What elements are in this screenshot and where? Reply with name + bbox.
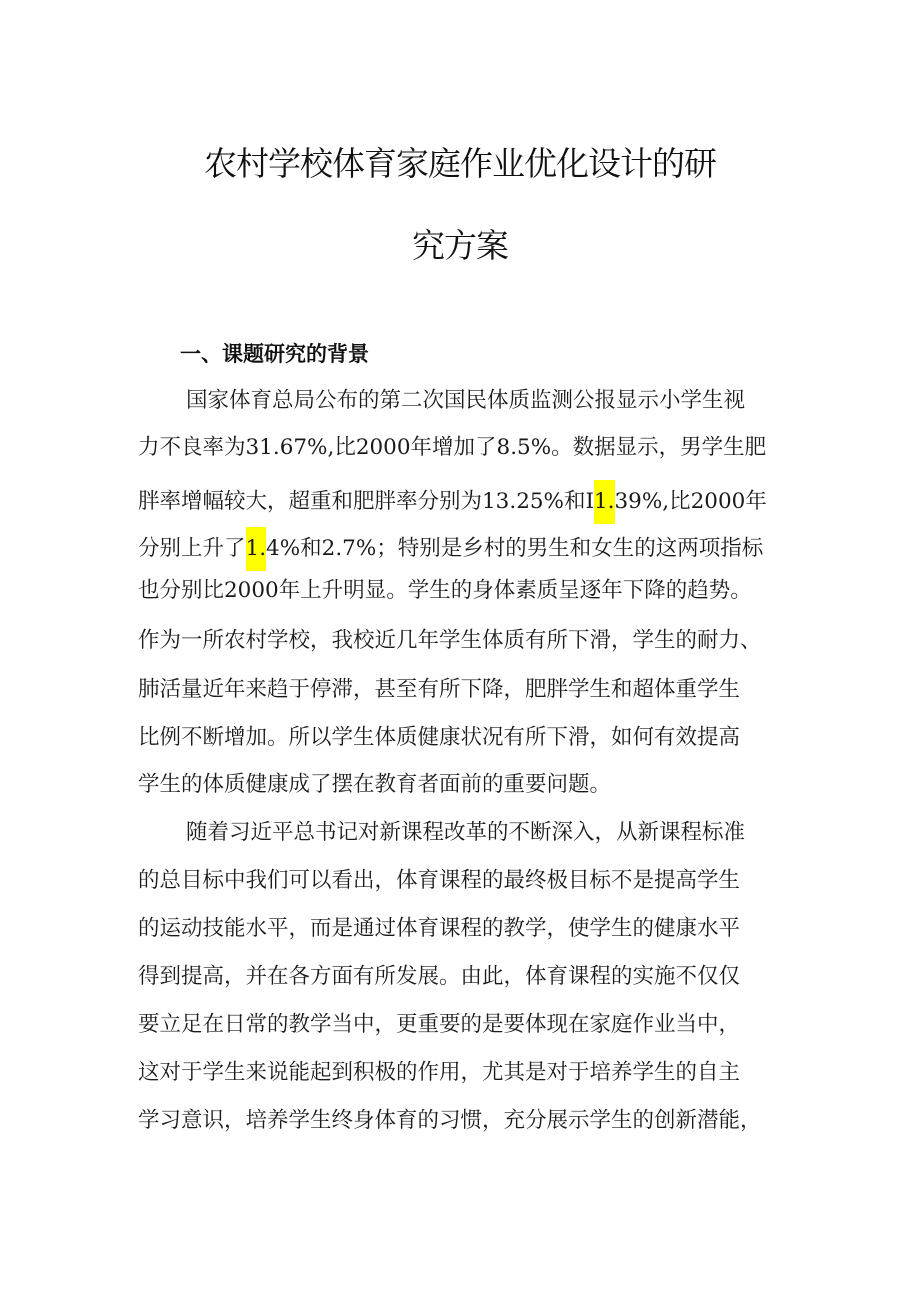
paragraph-1-line-6: 作为一所农村学校，我校近几年学生体质有所下滑，学生的耐力、 bbox=[138, 628, 762, 653]
paragraph-1-line-2: 力不良率为31.67%,比2000年增加了8.5%。数据显示，男学生肥 bbox=[138, 435, 767, 460]
paragraph-2-line-7: 学习意识，培养学生终身体育的习惯，充分展示学生的创新潜能， bbox=[138, 1108, 762, 1133]
paragraph-1-line-8: 比例不断增加。所以学生体质健康状况有所下滑，如何有效提高 bbox=[138, 725, 741, 750]
text-segment: 39%,比2000年 bbox=[614, 489, 767, 514]
section-heading: 一、课题研究的背景 bbox=[180, 342, 369, 366]
paragraph-1-line-4 bbox=[138, 527, 763, 571]
paragraph-2-line-2: 的总目标中我们可以看出，体育课程的最终极目标不是提高学生 bbox=[138, 868, 741, 893]
highlighted-text: 1. bbox=[594, 480, 615, 524]
paragraph-2-line-3: 的运动技能水平，而是通过体育课程的教学，使学生的健康水平 bbox=[138, 916, 741, 941]
text-segment: 4%和2.7%；特别是乡村的男生和女生的这两项指标 bbox=[266, 536, 764, 561]
document-title-line-1: 农村学校体育家庭作业优化设计的研 bbox=[204, 144, 716, 183]
paragraph-1-line-5: 也分别比2000年上升明显。学生的身体素质呈逐年下降的趋势。 bbox=[138, 578, 752, 603]
paragraph-2-line-5: 要立足在日常的教学当中，更重要的是要体现在家庭作业当中， bbox=[138, 1012, 741, 1037]
paragraph-2-line-1: 随着习近平总书记对新课程改革的不断深入，从新课程标准 bbox=[186, 820, 746, 845]
paragraph-2-line-4: 得到提高，并在各方面有所发展。由此，体育课程的实施不仅仅 bbox=[138, 964, 741, 989]
document-title-line-2: 究方案 bbox=[412, 226, 508, 265]
text-segment: 分别上升了 bbox=[138, 536, 246, 561]
paragraph-1-line-9: 学生的体质健康成了摆在教育者面前的重要问题。 bbox=[138, 772, 612, 797]
text-segment: 胖率增幅较大，超重和肥胖率分别为13.25%和I bbox=[138, 489, 594, 514]
paragraph-1-line-7: 肺活量近年来趋于停滞，甚至有所下降，肥胖学生和超体重学生 bbox=[138, 677, 741, 702]
highlighted-text: 1. bbox=[246, 527, 267, 571]
paragraph-1-line-1: 国家体育总局公布的第二次国民体质监测公报显示小学生视 bbox=[186, 388, 746, 413]
paragraph-2-line-6: 这对于学生来说能起到积极的作用，尤其是对于培养学生的自主 bbox=[138, 1060, 741, 1085]
paragraph-1-line-3 bbox=[138, 480, 767, 524]
